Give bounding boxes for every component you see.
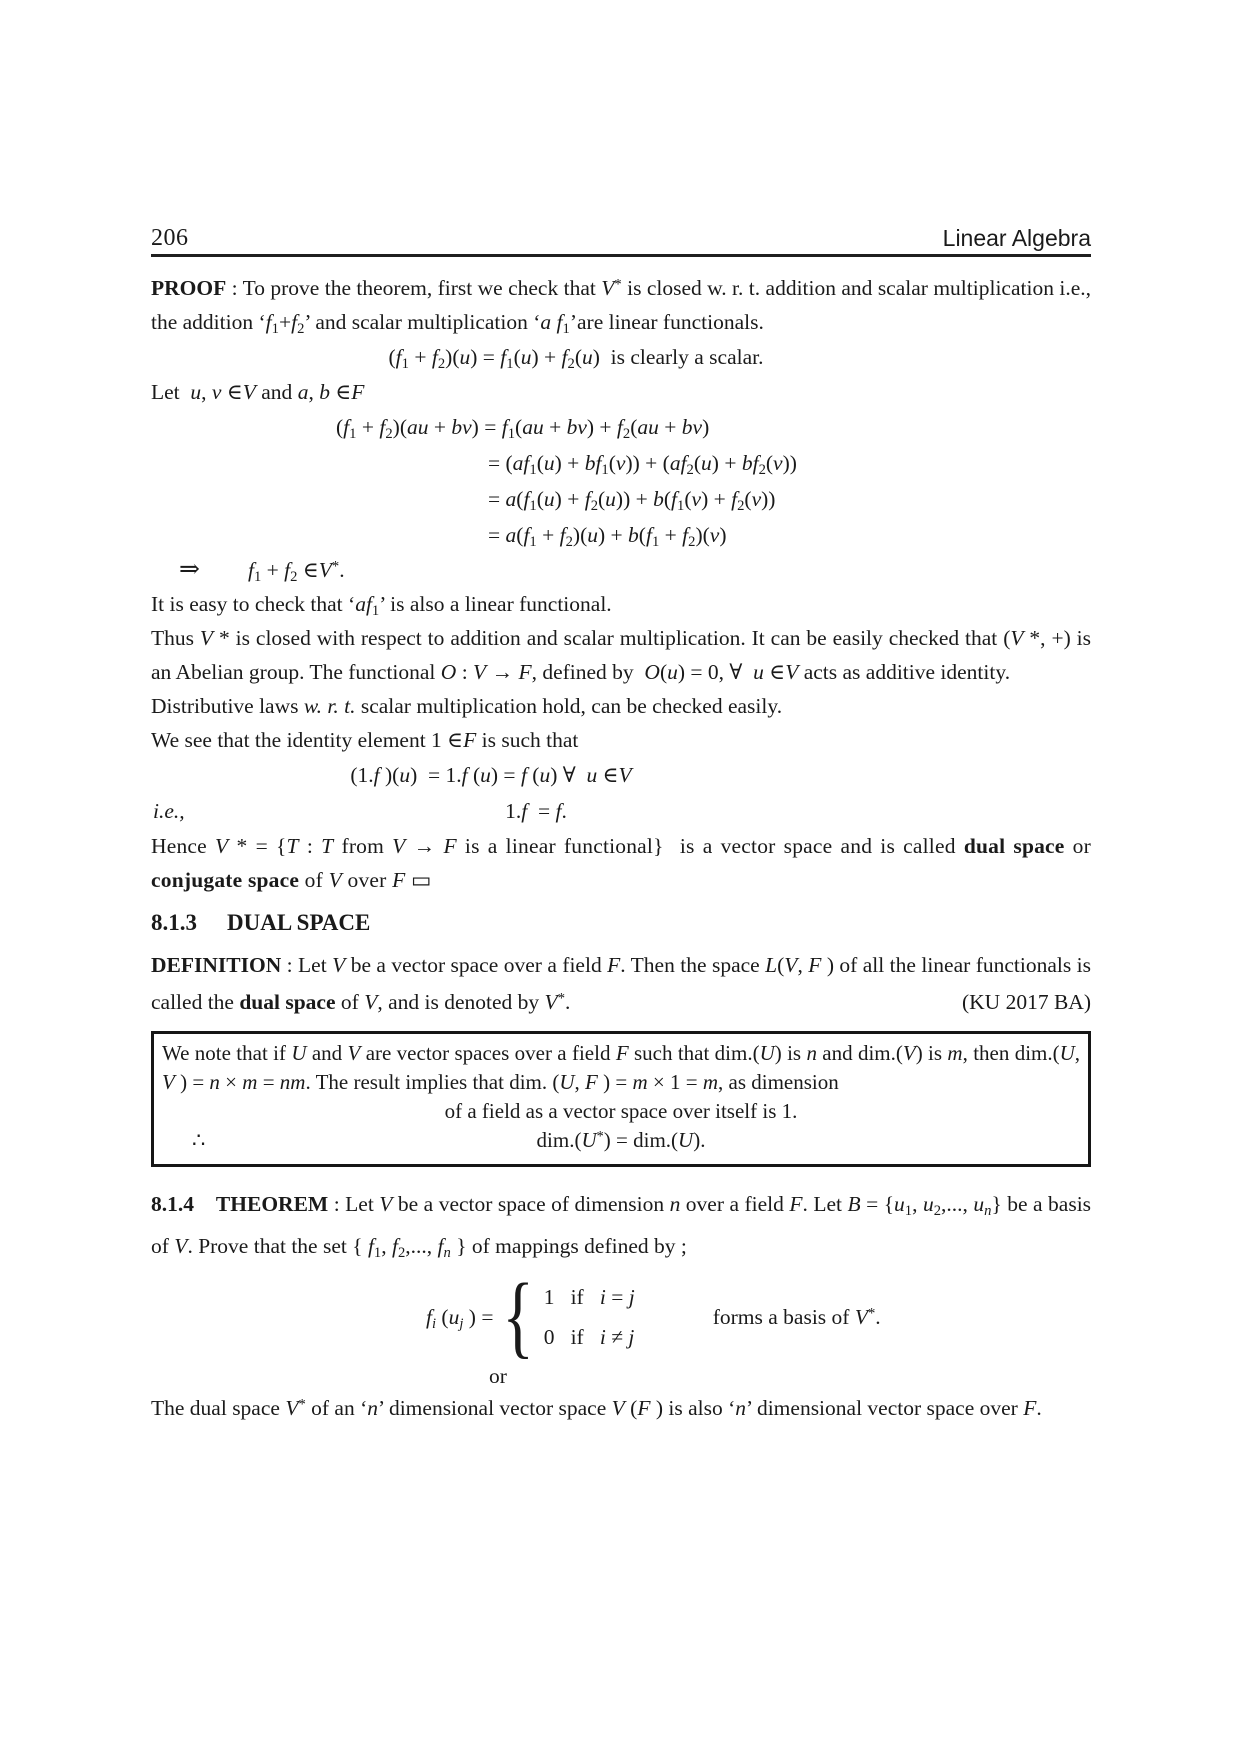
or-separator: or (489, 1364, 507, 1388)
definition-paragraph (151, 947, 1091, 1021)
cases-conditions (544, 1277, 635, 1357)
implies-equation: $f_1 + f_2$ ∈V*. (247, 558, 345, 586)
section-heading-813 (151, 909, 1091, 937)
exam-citation: (KU 2017 BA) (962, 990, 1091, 1014)
note-conclusion-row (162, 1126, 1080, 1155)
derivation-block (151, 409, 1091, 553)
easy-check-line: It is easy to check that ‘$af_1$’ is also a linear functional. (151, 592, 612, 620)
note-body: We note that if U and V are vector spaces over a field F such that dim.(U) is n and dim.(V) is m, then dim.(U, V ) = n × m = nm. The result implies that dim. (U, F ) = m × 1 = m, as dimension (162, 1041, 1081, 1094)
cases-equation-row (151, 1265, 1091, 1368)
left-brace-icon: { (502, 1265, 535, 1368)
proof-intro-paragraph: PROOF : To prove the theorem, first we check that V* is closed w. r. t. addition and scalar multiplication i.e., the addition ‘$f_1+f_2$’ and scalar multiplication ‘a $f_1’are$ linear functionals. (151, 276, 1091, 338)
note-conclusion: dim.(U*) = dim.(U). (536, 1128, 706, 1152)
implies-arrow-icon: ⇒ (179, 556, 200, 583)
section-title: DUAL SPACE (227, 910, 371, 935)
page-number: 206 (151, 225, 189, 251)
theorem-814-paragraph: 8.1.4 THEOREM : Let V be a vector space of dimension n over a field F. Let $B = \{u_1$, $u_2$,..., $u_n$} be a basis of V. Prove that the set { $f_1$, $f_2$,..., $f_n$ } of mappings defined by ; (151, 1192, 1092, 1262)
implies-row (151, 553, 1091, 587)
note-center-line: of a field as a vector space over itself is 1. (444, 1099, 798, 1123)
derivation-line-4: = $a(f_1 + f_2)(u) + b(f_1 + f_2)(v)$ (488, 523, 727, 551)
cases-equation (426, 1265, 635, 1368)
ie-label: i.e., (153, 799, 185, 823)
derivation-line-1: $(f_1 + f_2)(au + bv) = f_1(au + bv) + f_2(au + bv)$ (336, 415, 710, 443)
identity-equation: (1.f )(u) = 1.f (u) = f (u) ∀ u ∈V (350, 763, 632, 787)
dimension-note-box (151, 1031, 1091, 1167)
ie-row (151, 793, 1091, 829)
case-true: 1 if i = j (543, 1285, 635, 1309)
equation-scalar-sum: $(f_1 + f_2)(u) = f_1(u) + f_2(u)$ is clearly a scalar. (388, 345, 764, 373)
cases-tail-text: forms a basis of V*. (712, 1304, 881, 1329)
derivation-line-3: = $a(f_1(u) + f_2(u)) + b(f_1(v) + f_2(v))$ (488, 487, 776, 515)
book-title: Linear Algebra (942, 225, 1091, 251)
therefore-icon: ∴ (192, 1128, 206, 1152)
page-header (151, 225, 1091, 257)
cases-lhs: $f_i$ ($u_j$ ) = (426, 1304, 494, 1332)
theorem-restatement-paragraph: The dual space V* of an ‘n’ dimensional vector space V (F ) is also ‘n’ dimensional vector space over F. (151, 1396, 1042, 1420)
let-line: Let u, v ∈V and a, b ∈F (151, 380, 365, 404)
distributive-line: Distributive laws w. r. t. scalar multiplication hold, can be checked easily. (151, 694, 783, 718)
identity-intro-line: We see that the identity element 1 ∈F is such that (151, 728, 579, 752)
closure-paragraph: Thus V * is closed with respect to addition and scalar multiplication. It can be easily checked that (V *, +) is an Abelian group. The functional O : V → F, defined by O(u) = 0, ∀ u ∈V acts as additive identity. (151, 626, 1092, 684)
section-number: 8.1.3 (151, 910, 197, 935)
case-false: 0 if i ≠ j (543, 1325, 635, 1349)
definition-text: DEFINITION : Let V be a vector space over a field F. Then the space L(V, F ) of all the linear functionals is called the dual space of V, and is denoted by V*. (151, 953, 1092, 1014)
hence-paragraph: Hence V * = {T : T from V → F is a linear functional} is a vector space and is called dual space or conjugate space of V over F ▭ (151, 834, 1091, 892)
derivation-line-2: = $(af_1(u) + bf_1(v)) + (af_2(u) + bf_2(v))$ (488, 451, 797, 479)
ie-equation: 1.f = f. (505, 799, 567, 823)
